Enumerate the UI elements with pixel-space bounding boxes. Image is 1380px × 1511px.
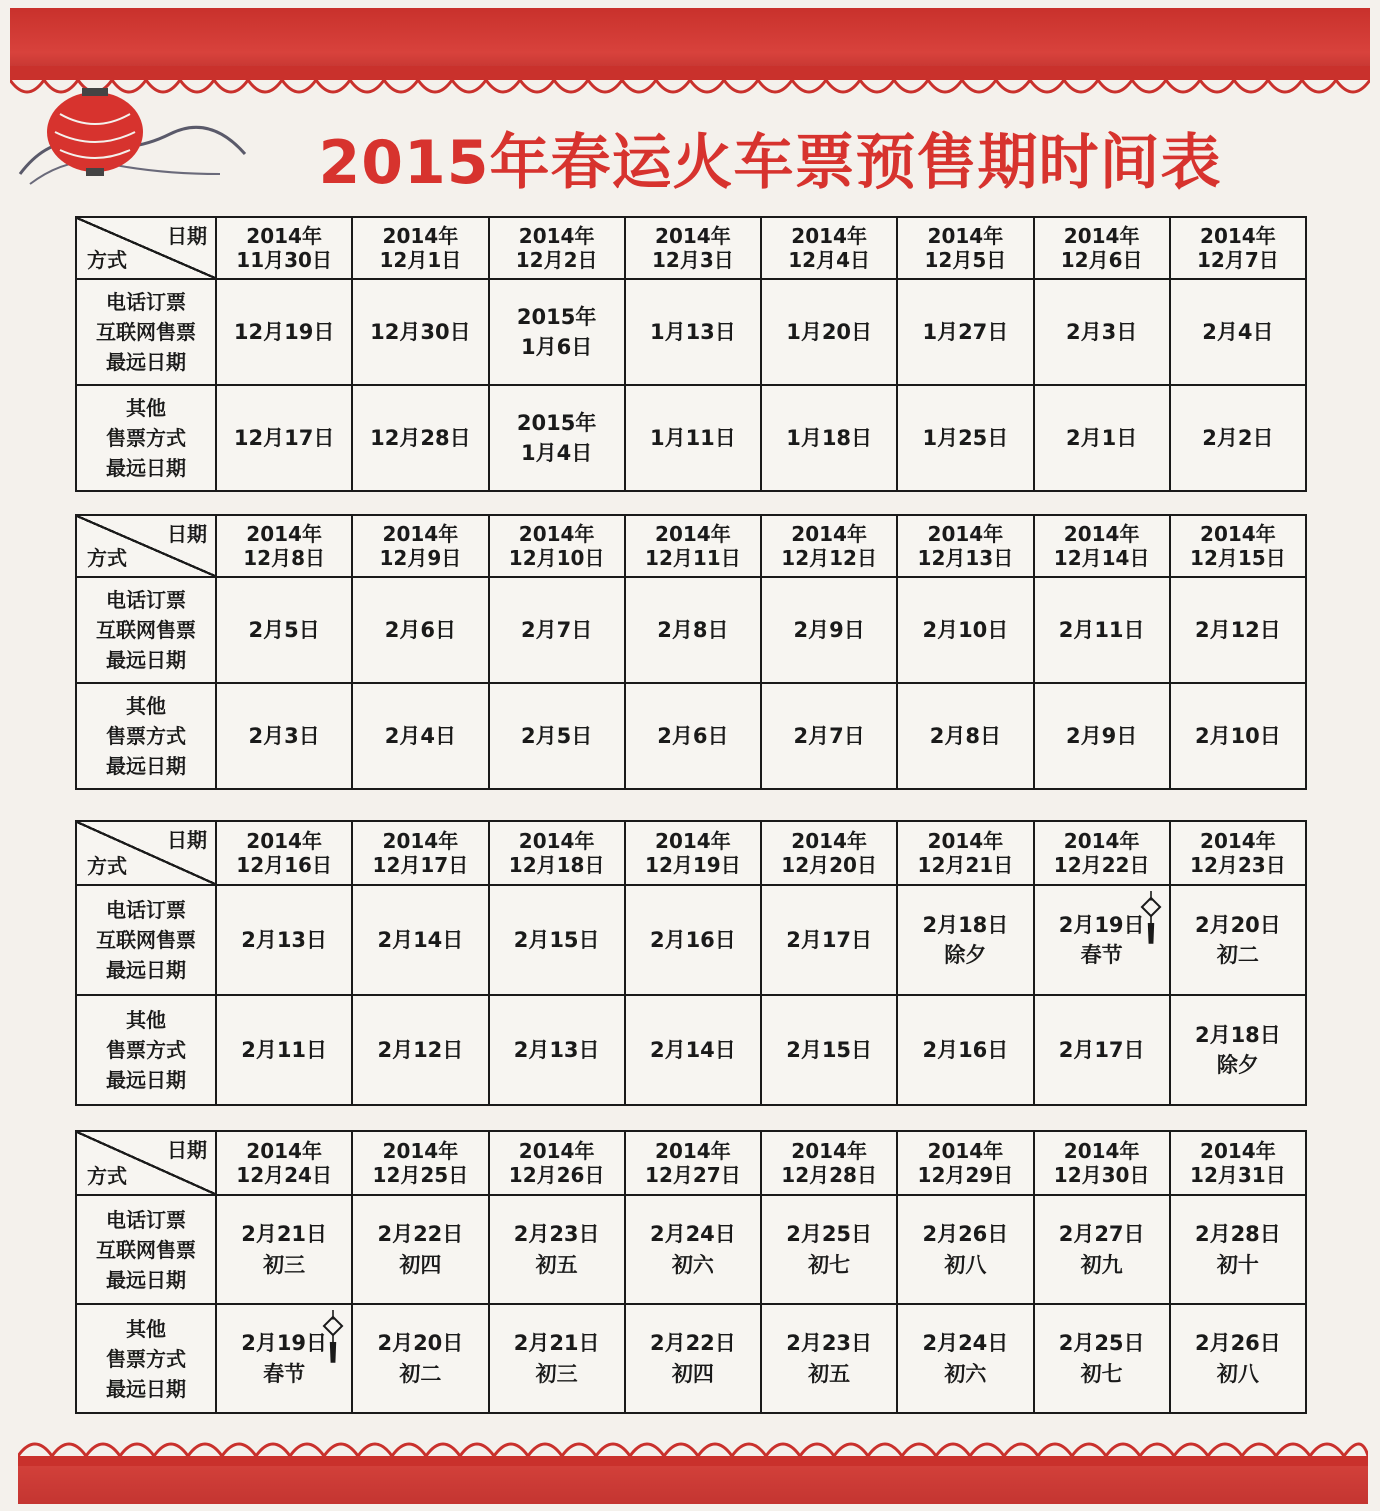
phone-internet-cell: 2月26日 初八 (897, 1195, 1033, 1304)
date-cell: 2014年 12月18日 (489, 821, 625, 885)
phone-internet-row-label: 电话订票 互联网售票 最远日期 (76, 1195, 216, 1304)
date-cell: 2014年 12月7日 (1170, 217, 1306, 279)
date-cell: 2014年 12月31日 (1170, 1131, 1306, 1195)
date-header-row (76, 515, 1306, 577)
other-row (76, 1304, 1306, 1413)
phone-internet-cell: 2月7日 (489, 577, 625, 683)
phone-internet-row (76, 1195, 1306, 1304)
date-cell: 2014年 12月19日 (625, 821, 761, 885)
other-row-label: 其他 售票方式 最远日期 (76, 1304, 216, 1413)
top-red-band (10, 8, 1370, 72)
date-cell: 2014年 12月28日 (761, 1131, 897, 1195)
phone-internet-cell: 2月15日 (489, 885, 625, 995)
phone-internet-cell: 2月17日 (761, 885, 897, 995)
other-cell: 2月3日 (216, 683, 352, 789)
other-cell: 2月13日 (489, 995, 625, 1105)
phone-internet-row (76, 577, 1306, 683)
phone-internet-cell: 2月12日 (1170, 577, 1306, 683)
phone-internet-cell: 1月27日 (897, 279, 1033, 385)
other-cell: 2月8日 (897, 683, 1033, 789)
other-cell: 2月14日 (625, 995, 761, 1105)
date-header-row (76, 1131, 1306, 1195)
date-cell: 2014年 12月21日 (897, 821, 1033, 885)
date-cell: 2014年 12月20日 (761, 821, 897, 885)
phone-internet-cell: 2月21日 初三 (216, 1195, 352, 1304)
bottom-red-band (18, 1466, 1368, 1504)
phone-internet-cell: 2月27日 初九 (1034, 1195, 1170, 1304)
other-cell: 12月28日 (352, 385, 488, 491)
date-cell: 2014年 12月10日 (489, 515, 625, 577)
bottom-scallop-border (18, 1432, 1368, 1468)
date-cell: 2014年 12月5日 (897, 217, 1033, 279)
phone-internet-row (76, 279, 1306, 385)
phone-internet-cell: 2月22日 初四 (352, 1195, 488, 1304)
other-cell: 2月9日 (1034, 683, 1170, 789)
phone-internet-cell: 2月25日 初七 (761, 1195, 897, 1304)
phone-internet-cell: 2月9日 (761, 577, 897, 683)
other-cell: 2月24日 初六 (897, 1304, 1033, 1413)
date-cell: 2014年 12月13日 (897, 515, 1033, 577)
other-cell: 2月16日 (897, 995, 1033, 1105)
phone-internet-row-label: 电话订票 互联网售票 最远日期 (76, 279, 216, 385)
phone-internet-cell: 2月14日 (352, 885, 488, 995)
other-cell: 2月21日 初三 (489, 1304, 625, 1413)
date-cell: 2014年 12月11日 (625, 515, 761, 577)
phone-internet-cell: 12月19日 (216, 279, 352, 385)
corner-method-label: 方式 (87, 546, 127, 570)
other-cell: 1月11日 (625, 385, 761, 491)
date-cell: 2014年 12月24日 (216, 1131, 352, 1195)
corner-cell (76, 217, 216, 279)
other-cell: 2月20日 初二 (352, 1304, 488, 1413)
chinese-knot-icon (1139, 888, 1163, 950)
phone-internet-cell: 2月10日 (897, 577, 1033, 683)
other-cell: 12月17日 (216, 385, 352, 491)
other-row (76, 995, 1306, 1105)
other-cell: 2月19日 春节 (216, 1304, 352, 1413)
other-cell: 1月18日 (761, 385, 897, 491)
schedule-table-2 (75, 514, 1307, 790)
date-cell: 2014年 11月30日 (216, 217, 352, 279)
phone-internet-cell: 2月28日 初十 (1170, 1195, 1306, 1304)
schedule-table-1 (75, 216, 1307, 492)
phone-internet-cell: 12月30日 (352, 279, 488, 385)
chinese-knot-icon (321, 1307, 345, 1369)
phone-internet-cell: 2月19日 春节 (1034, 885, 1170, 995)
corner-date-label: 日期 (167, 224, 207, 248)
phone-internet-cell: 2月4日 (1170, 279, 1306, 385)
corner-cell (76, 1131, 216, 1195)
date-cell: 2014年 12月25日 (352, 1131, 488, 1195)
page-title: 2015年春运火车票预售期时间表 (318, 128, 1222, 198)
other-cell: 2月26日 初八 (1170, 1304, 1306, 1413)
date-header-row (76, 821, 1306, 885)
date-cell: 2014年 12月12日 (761, 515, 897, 577)
phone-internet-cell: 1月13日 (625, 279, 761, 385)
other-cell: 2月7日 (761, 683, 897, 789)
corner-date-label: 日期 (167, 1138, 207, 1162)
other-row-label: 其他 售票方式 最远日期 (76, 385, 216, 491)
other-row (76, 683, 1306, 789)
phone-internet-cell: 2月5日 (216, 577, 352, 683)
date-cell: 2014年 12月27日 (625, 1131, 761, 1195)
date-cell: 2014年 12月9日 (352, 515, 488, 577)
phone-internet-cell: 1月20日 (761, 279, 897, 385)
date-cell: 2014年 12月2日 (489, 217, 625, 279)
phone-internet-row-label: 电话订票 互联网售票 最远日期 (76, 577, 216, 683)
other-cell: 2月2日 (1170, 385, 1306, 491)
other-cell: 2月11日 (216, 995, 352, 1105)
other-cell: 2月18日 除夕 (1170, 995, 1306, 1105)
phone-internet-cell: 2月16日 (625, 885, 761, 995)
date-cell: 2014年 12月26日 (489, 1131, 625, 1195)
date-header-row (76, 217, 1306, 279)
schedule-table-3 (75, 820, 1307, 1106)
date-cell: 2014年 12月23日 (1170, 821, 1306, 885)
other-cell: 2月17日 (1034, 995, 1170, 1105)
other-cell: 2月12日 (352, 995, 488, 1105)
other-cell: 2月10日 (1170, 683, 1306, 789)
schedule-table-4 (75, 1130, 1307, 1414)
lantern-decoration (10, 74, 250, 194)
date-cell: 2014年 12月3日 (625, 217, 761, 279)
other-cell: 2月5日 (489, 683, 625, 789)
date-cell: 2014年 12月15日 (1170, 515, 1306, 577)
phone-internet-row (76, 885, 1306, 995)
other-cell: 2月4日 (352, 683, 488, 789)
other-cell: 2月6日 (625, 683, 761, 789)
corner-cell (76, 821, 216, 885)
corner-method-label: 方式 (87, 1164, 127, 1188)
phone-internet-cell: 2月20日 初二 (1170, 885, 1306, 995)
date-cell: 2014年 12月29日 (897, 1131, 1033, 1195)
date-cell: 2014年 12月22日 (1034, 821, 1170, 885)
date-cell: 2014年 12月30日 (1034, 1131, 1170, 1195)
phone-internet-cell: 2月18日 除夕 (897, 885, 1033, 995)
date-cell: 2014年 12月8日 (216, 515, 352, 577)
other-row-label: 其他 售票方式 最远日期 (76, 995, 216, 1105)
phone-internet-row-label: 电话订票 互联网售票 最远日期 (76, 885, 216, 995)
corner-method-label: 方式 (87, 248, 127, 272)
date-cell: 2014年 12月16日 (216, 821, 352, 885)
other-cell: 1月25日 (897, 385, 1033, 491)
phone-internet-cell: 2月8日 (625, 577, 761, 683)
other-row (76, 385, 1306, 491)
phone-internet-cell: 2月13日 (216, 885, 352, 995)
corner-date-label: 日期 (167, 522, 207, 546)
other-cell: 2月25日 初七 (1034, 1304, 1170, 1413)
corner-method-label: 方式 (87, 854, 127, 878)
other-cell: 2015年 1月4日 (489, 385, 625, 491)
phone-internet-cell: 2月6日 (352, 577, 488, 683)
phone-internet-cell: 2015年 1月6日 (489, 279, 625, 385)
corner-cell (76, 515, 216, 577)
date-cell: 2014年 12月17日 (352, 821, 488, 885)
other-cell: 2月23日 初五 (761, 1304, 897, 1413)
date-cell: 2014年 12月14日 (1034, 515, 1170, 577)
other-cell: 2月15日 (761, 995, 897, 1105)
date-cell: 2014年 12月6日 (1034, 217, 1170, 279)
phone-internet-cell: 2月3日 (1034, 279, 1170, 385)
date-cell: 2014年 12月1日 (352, 217, 488, 279)
phone-internet-cell: 2月24日 初六 (625, 1195, 761, 1304)
corner-date-label: 日期 (167, 828, 207, 852)
other-cell: 2月22日 初四 (625, 1304, 761, 1413)
other-row-label: 其他 售票方式 最远日期 (76, 683, 216, 789)
phone-internet-cell: 2月11日 (1034, 577, 1170, 683)
date-cell: 2014年 12月4日 (761, 217, 897, 279)
other-cell: 2月1日 (1034, 385, 1170, 491)
phone-internet-cell: 2月23日 初五 (489, 1195, 625, 1304)
